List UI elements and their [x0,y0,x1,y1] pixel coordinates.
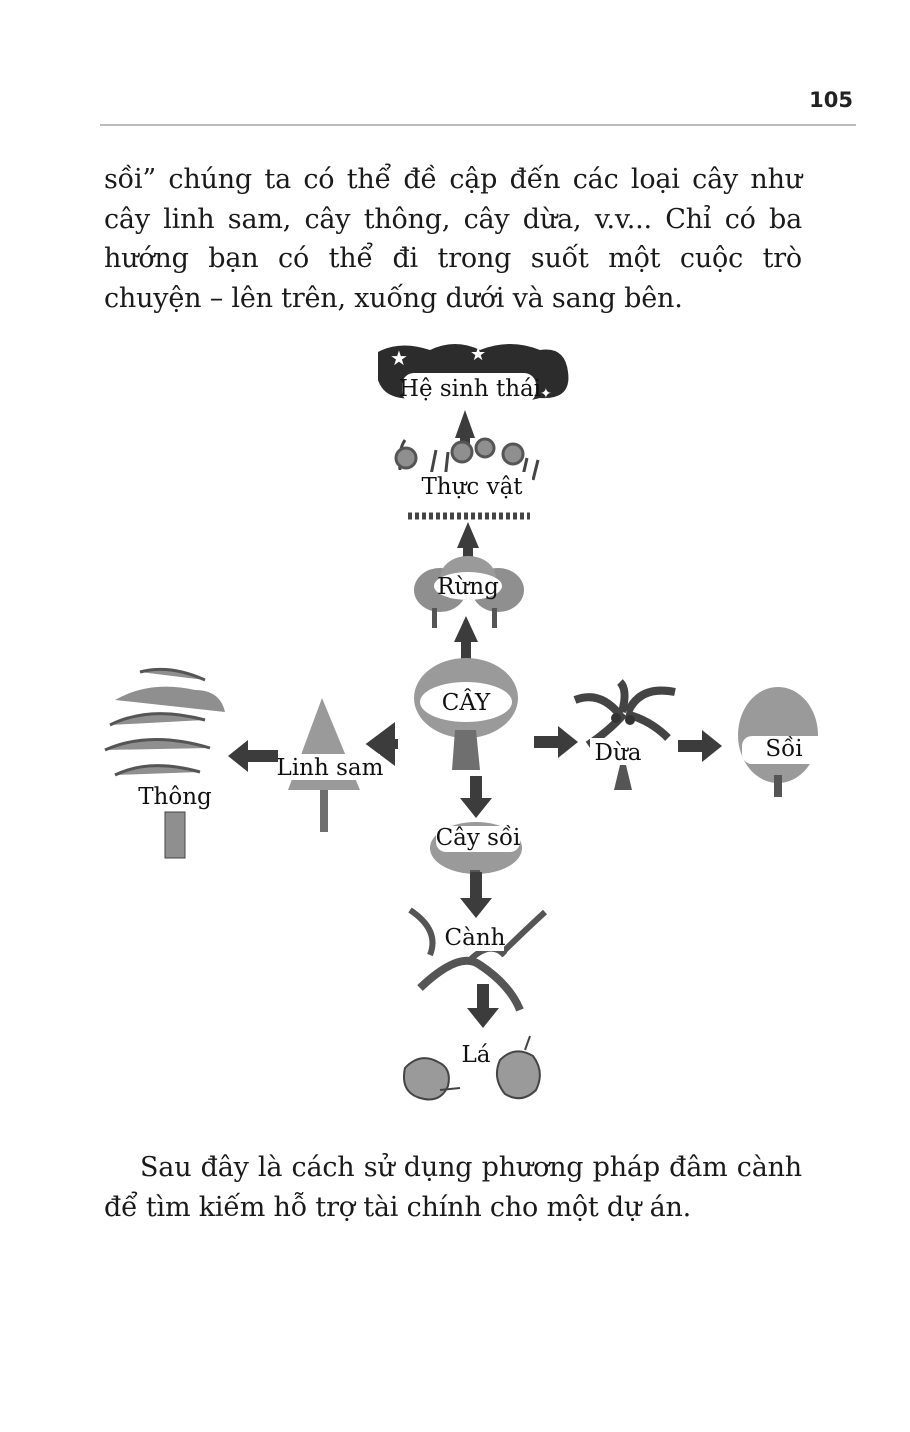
label-plants: Thực vật [421,474,523,500]
header-rule [100,124,856,126]
label-leaf: Lá [461,1042,491,1068]
tree-diagram [0,330,910,1130]
label-pine: Thông [138,784,212,810]
label-branch: Cành [444,925,506,951]
label-fir: Linh sam [276,755,384,781]
paragraph-2: Sau đây là cách sử dụng phương pháp đâm cành để tìm kiếm hỗ trợ tài chính cho một dự án. [104,1152,802,1223]
svg-text:★: ★ [470,344,487,365]
svg-text:★: ★ [390,346,408,370]
label-ecosystem: Hệ sinh thái [398,376,542,402]
arrow-up-1 [454,616,478,664]
label-oak-tree: Cây sồi [435,825,521,851]
pine-tree-illustration [105,669,225,858]
page-number: 105 [809,88,853,112]
label-coconut: Dừa [594,740,642,766]
label-oak: Sồi [765,736,803,762]
label-center: CÂY [441,690,491,716]
label-forest: Rừng [437,574,499,600]
arrow-left-1 [374,732,398,756]
paragraph-1: sồi” chúng ta có thể đề cập đến các loại cây như cây linh sam, cây thông, cây dừa, v.v... Chỉ có ba hướng bạn có thể đi trong suốt một cuộc trò chuyện – lên trên, xuống dưới và sang bên. [104,164,802,314]
svg-text:✦: ✦ [540,386,552,402]
coconut-tree-illustration [575,682,675,790]
